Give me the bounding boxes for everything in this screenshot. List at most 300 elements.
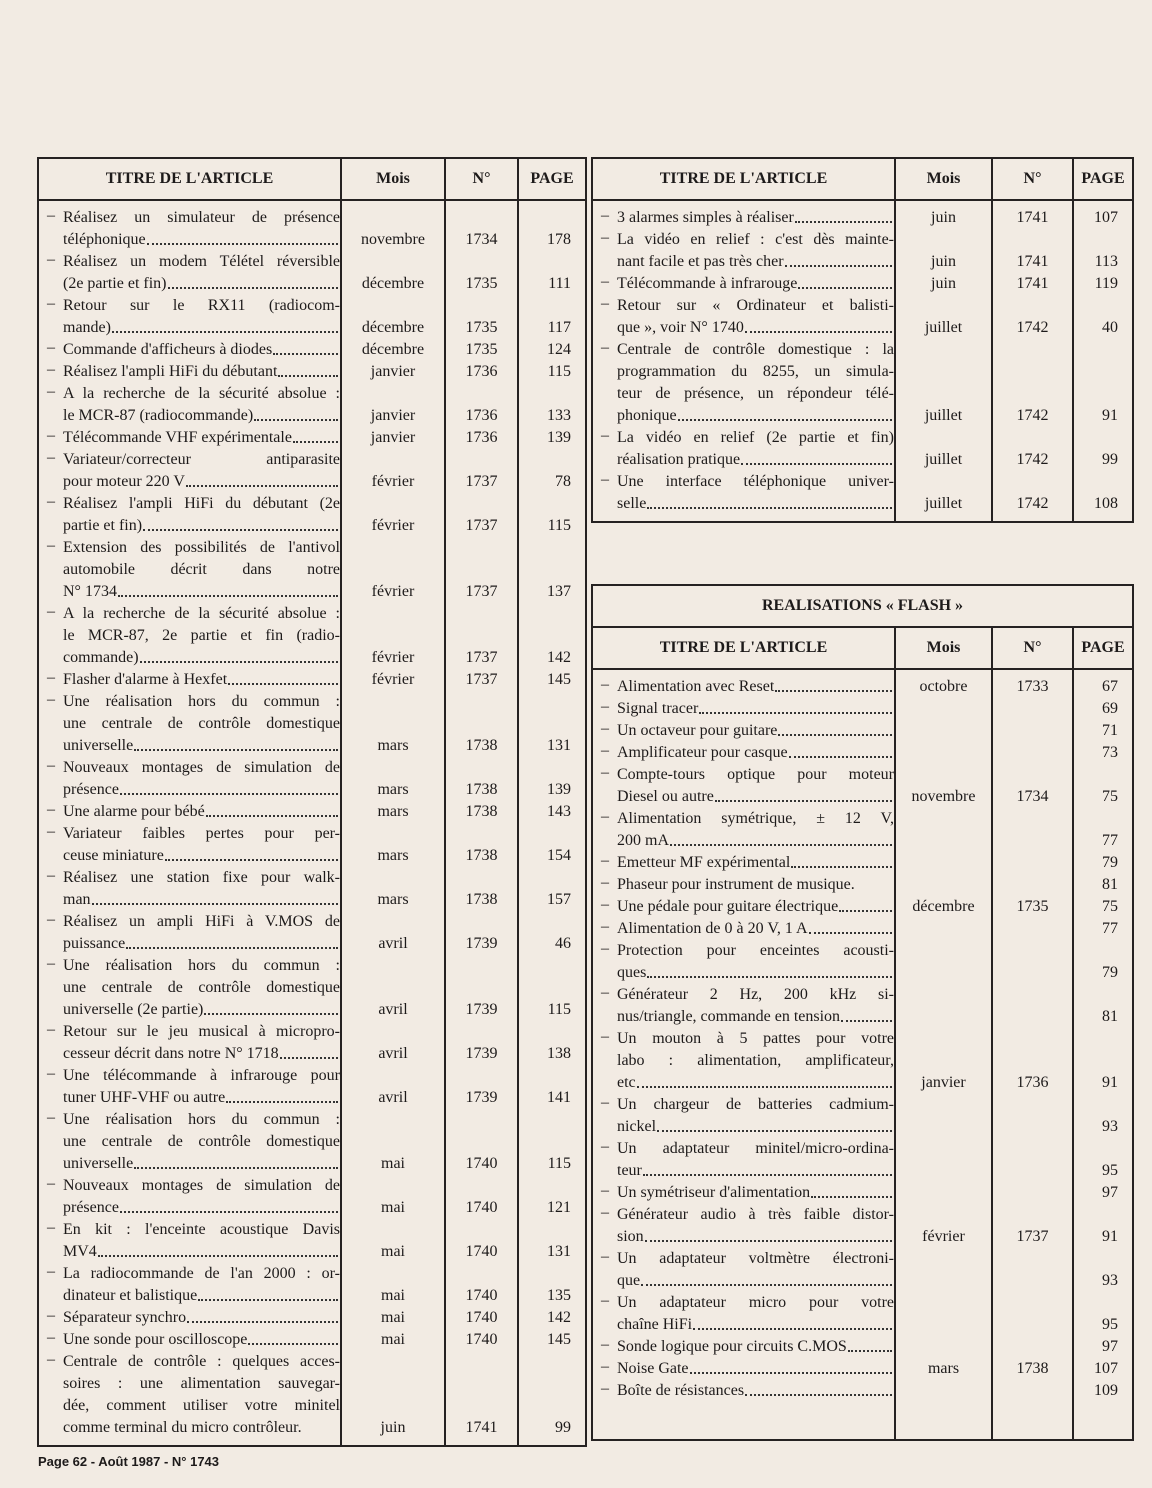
dot-leader: [715, 786, 892, 802]
title-line: [617, 383, 894, 405]
right-index-table: [591, 157, 1134, 523]
page-cell: 115: [547, 517, 571, 534]
article-entry: [593, 896, 894, 918]
article-entry: [593, 852, 894, 874]
spacer: [896, 1028, 991, 1050]
article-entry: [593, 808, 894, 852]
title-line: [63, 713, 340, 735]
issue-number-cell: 1737: [465, 583, 498, 600]
title-line-text: 200 mA: [617, 832, 669, 849]
month-cell: juillet: [924, 495, 963, 512]
no-column: [992, 669, 1073, 1440]
page-cell: 121: [547, 1199, 571, 1216]
title-line: [63, 845, 340, 867]
title-line-text: Variateur/correcteur antiparasite: [63, 451, 340, 468]
list-dash: –: [601, 1336, 609, 1353]
spacer: [1074, 808, 1132, 830]
title-line: [617, 1182, 894, 1204]
article-title: [63, 1263, 340, 1307]
title-line-text: Phaseur pour instrument de musique.: [617, 876, 855, 893]
title-line: [63, 999, 340, 1021]
spacer: [1074, 383, 1132, 405]
title-line: [63, 1021, 340, 1043]
spacer: [446, 977, 517, 999]
list-dash: –: [601, 1182, 609, 1199]
article-entry: [593, 918, 894, 940]
spacer: [519, 493, 585, 515]
spacer: [342, 1131, 444, 1153]
spacer: [519, 1351, 585, 1373]
title-line: [617, 1072, 894, 1094]
title-line: [617, 984, 894, 1006]
dot-leader: [280, 1043, 338, 1059]
dot-leader: [741, 449, 892, 465]
title-line-text: une centrale de contrôle domestique: [63, 979, 340, 996]
month-cell: [896, 1314, 991, 1336]
article-title: [617, 273, 894, 295]
month-cell: mars: [377, 891, 409, 908]
issue-number-cell: 1736: [465, 407, 498, 424]
article-entry: [39, 1065, 340, 1109]
title-line-text: A la recherche de la sécurité absolue :: [63, 385, 340, 402]
title-line: [617, 229, 894, 251]
page-cell: 124: [547, 341, 571, 358]
title-line-text: Télécommande à infrarouge: [617, 275, 798, 292]
title-line-text: partie et fin): [63, 517, 143, 534]
issue-number-cell: 1736: [465, 363, 498, 380]
list-dash: –: [47, 1263, 55, 1280]
spacer: [896, 940, 991, 962]
issue-number-cell: 1739: [465, 1045, 498, 1062]
title-line: [617, 1006, 894, 1028]
spacer: [519, 207, 585, 229]
title-line: [617, 698, 894, 720]
article-entry: [593, 273, 894, 295]
title-line-text: Une réalisation hors du commun :: [63, 957, 340, 974]
title-line: [63, 229, 340, 251]
header-no: N°: [992, 627, 1073, 669]
article-title: [617, 852, 894, 874]
month-cell: [896, 874, 991, 896]
article-entry: [39, 493, 340, 537]
issue-number-cell: 1740: [465, 1199, 498, 1216]
title-line: [617, 449, 894, 471]
header-title: TITRE DE L'ARTICLE: [592, 158, 895, 200]
dot-leader: [134, 735, 338, 751]
article-entry: [39, 603, 340, 669]
month-cell: janvier: [370, 429, 416, 446]
flash-table-title: REALISATIONS « FLASH »: [592, 585, 1133, 627]
page-cell: 73: [1102, 744, 1119, 761]
header-page: PAGE: [1073, 158, 1133, 200]
month-cell: [896, 918, 991, 940]
article-title: [63, 493, 340, 537]
article-entry: [39, 361, 340, 383]
title-line-text: teur de présence, un répondeur télé-: [617, 385, 894, 402]
month-cell: [896, 962, 991, 984]
spacer: [342, 911, 444, 933]
title-line-text: Amplificateur pour casque: [617, 744, 788, 761]
month-cell: décembre: [912, 898, 975, 915]
article-title: [617, 742, 894, 764]
flash-table: [591, 584, 1134, 1441]
page-cell: 95: [1102, 1316, 1119, 1333]
spacer: [1074, 427, 1132, 449]
title-line: [63, 757, 340, 779]
title-line-text: nant facile et pas très cher: [617, 253, 784, 270]
article-entry: [593, 1182, 894, 1204]
title-line: [617, 317, 894, 339]
title-line-text: sion: [617, 1228, 644, 1245]
spacer: [993, 1138, 1072, 1160]
article-title: [617, 1094, 894, 1138]
title-line: [617, 896, 894, 918]
article-entry: [39, 1307, 340, 1329]
title-line-text: etc: [617, 1074, 636, 1091]
list-dash: –: [47, 1021, 55, 1038]
spacer: [993, 1028, 1072, 1050]
article-entry: [593, 295, 894, 339]
article-entry: [593, 1292, 894, 1336]
dot-leader: [254, 405, 338, 421]
title-line-text: Nouveaux montages de simulation de: [63, 1177, 340, 1194]
article-title: [63, 383, 340, 427]
title-line: [617, 1248, 894, 1270]
page-cell: 109: [1094, 1382, 1119, 1399]
spacer: [519, 1131, 585, 1153]
issue-number-cell: [993, 1380, 1072, 1402]
title-line-text: Une réalisation hors du commun :: [63, 1111, 340, 1128]
title-line: [63, 1065, 340, 1087]
title-line-text: Retour sur le RX11 (radiocom-: [63, 297, 340, 314]
article-entry: [39, 1351, 340, 1439]
title-line: [617, 1226, 894, 1248]
spacer: [342, 603, 444, 625]
title-line-text: Centrale de contrôle domestique : la: [617, 341, 894, 358]
dot-leader: [699, 698, 892, 714]
list-dash: –: [601, 1380, 609, 1397]
list-dash: –: [601, 339, 609, 356]
page-cell: 131: [547, 1243, 571, 1260]
issue-number-cell: [993, 1314, 1072, 1336]
title-line: [63, 1175, 340, 1197]
list-dash: –: [47, 911, 55, 928]
mois-column: [895, 669, 992, 1440]
page-cell: 79: [1102, 854, 1119, 871]
page-cell: 113: [1094, 253, 1118, 270]
month-cell: mai: [381, 1309, 405, 1326]
spacer: [446, 1219, 517, 1241]
spacer: [519, 691, 585, 713]
list-dash: –: [47, 361, 55, 378]
mois-column: [895, 200, 992, 522]
title-line-text: présence: [63, 781, 119, 798]
month-cell: mai: [381, 1199, 405, 1216]
month-cell: [896, 1006, 991, 1028]
month-cell: décembre: [361, 275, 425, 292]
dot-leader: [690, 1358, 892, 1374]
spacer: [446, 625, 517, 647]
list-dash: –: [601, 273, 609, 290]
title-line-text: Signal tracer: [617, 700, 699, 717]
title-line-text: nickel: [617, 1118, 657, 1135]
spacer: [519, 1395, 585, 1417]
spacer: [342, 1395, 444, 1417]
page-cell: 141: [547, 1089, 571, 1106]
dot-leader: [140, 647, 338, 663]
list-dash: –: [601, 1248, 609, 1265]
title-column: [38, 200, 341, 1446]
spacer: [342, 1021, 444, 1043]
article-entry: [39, 251, 340, 295]
title-line-text: soires : une alimentation sauvegar-: [63, 1375, 340, 1392]
title-line: [63, 735, 340, 757]
spacer: [993, 427, 1072, 449]
page-footer: Page 62 - Août 1987 - N° 1743: [38, 1454, 220, 1469]
page-cell: 40: [1102, 319, 1118, 336]
month-cell: janvier: [370, 363, 416, 380]
spacer: [342, 977, 444, 999]
title-line-text: Un adaptateur micro pour votre: [617, 1294, 894, 1311]
title-line: [63, 1219, 340, 1241]
spacer: [993, 940, 1072, 962]
spacer: [342, 493, 444, 515]
title-line: [63, 317, 340, 339]
spacer: [519, 1175, 585, 1197]
spacer: [519, 867, 585, 889]
title-line: [617, 493, 894, 515]
page-cell: 99: [555, 1419, 571, 1436]
title-line: [63, 801, 340, 823]
title-line-text: phonique: [617, 407, 677, 424]
page-cell: 91: [1102, 407, 1118, 424]
article-entry: [593, 1380, 894, 1402]
spacer: [993, 339, 1072, 361]
spacer: [993, 229, 1072, 251]
month-cell: [896, 852, 991, 874]
title-line-text: présence: [63, 1199, 119, 1216]
issue-number-cell: 1735: [465, 319, 498, 336]
issue-number-cell: 1738: [465, 803, 498, 820]
issue-number-cell: 1740: [465, 1155, 498, 1172]
spacer: [446, 691, 517, 713]
month-cell: [896, 830, 991, 852]
page-cell: 95: [1102, 1162, 1119, 1179]
spacer: [446, 449, 517, 471]
article-title: [63, 1351, 340, 1439]
month-cell: mars: [927, 1360, 960, 1377]
list-dash: –: [47, 757, 55, 774]
title-line: [63, 493, 340, 515]
title-line: [63, 1285, 340, 1307]
title-line: [617, 471, 894, 493]
dot-leader: [204, 999, 338, 1015]
article-title: [617, 339, 894, 427]
month-cell: décembre: [361, 319, 425, 336]
issue-number-cell: 1742: [1016, 407, 1049, 424]
spacer: [342, 1351, 444, 1373]
issue-number-cell: [993, 874, 1072, 896]
title-line: [63, 823, 340, 845]
article-title: [617, 984, 894, 1028]
spacer: [342, 757, 444, 779]
title-line: [63, 691, 340, 713]
title-line-text: Une pédale pour guitare électrique: [617, 898, 839, 915]
issue-number-cell: 1738: [1016, 1360, 1049, 1377]
month-cell: novembre: [911, 788, 976, 805]
issue-number-cell: [993, 1160, 1072, 1182]
list-dash: –: [47, 295, 55, 312]
spacer: [993, 1094, 1072, 1116]
month-cell: mars: [377, 847, 409, 864]
title-line-text: Alimentation de 0 à 20 V, 1 A: [617, 920, 808, 937]
title-line: [63, 889, 340, 911]
dot-leader: [168, 273, 339, 289]
title-line-text: une centrale de contrôle domestique: [63, 715, 340, 732]
spacer: [519, 911, 585, 933]
title-line-text: Une alarme pour bébé: [63, 803, 205, 820]
title-line: [63, 647, 340, 669]
article-entry: [39, 295, 340, 339]
issue-number-cell: 1741: [1016, 209, 1049, 226]
issue-number-cell: 1742: [1016, 319, 1049, 336]
title-line: [63, 603, 340, 625]
spacer: [446, 537, 517, 559]
dot-leader: [186, 471, 338, 487]
title-line-text: le MCR-87 (radiocommande): [63, 407, 254, 424]
page-cell: 75: [1102, 898, 1119, 915]
page-cell: 143: [547, 803, 571, 820]
dot-leader: [187, 1307, 338, 1323]
article-entry: [593, 471, 894, 515]
list-dash: –: [601, 1138, 609, 1155]
month-cell: juin: [380, 1419, 406, 1436]
month-cell: janvier: [921, 1074, 966, 1091]
article-entry: [39, 339, 340, 361]
title-line-text: que: [617, 1272, 641, 1289]
article-entry: [593, 940, 894, 984]
month-cell: avril: [378, 1045, 408, 1062]
spacer: [1074, 229, 1132, 251]
spacer: [896, 229, 991, 251]
title-line: [63, 933, 340, 955]
no-column: [992, 200, 1073, 522]
article-entry: [39, 757, 340, 801]
title-line: [617, 1138, 894, 1160]
title-line-text: Retour sur le jeu musical à micropro-: [63, 1023, 340, 1040]
article-title: [63, 1175, 340, 1219]
month-cell: [896, 1160, 991, 1182]
title-line: [617, 676, 894, 698]
title-line-text: (2e partie et fin): [63, 275, 167, 292]
title-line-text: mande): [63, 319, 111, 336]
month-cell: février: [371, 583, 415, 600]
spacer: [1074, 984, 1132, 1006]
spacer: [519, 295, 585, 317]
no-column: [445, 200, 518, 1446]
spacer: [446, 1065, 517, 1087]
issue-number-cell: 1741: [1016, 253, 1049, 270]
page-cell: 97: [1102, 1184, 1119, 1201]
spacer: [342, 207, 444, 229]
list-dash: –: [601, 1358, 609, 1375]
header-mois: Mois: [895, 627, 992, 669]
spacer: [342, 823, 444, 845]
issue-number-cell: 1736: [465, 429, 498, 446]
article-title: [617, 940, 894, 984]
page-cell: 157: [547, 891, 571, 908]
list-dash: –: [47, 339, 55, 356]
article-title: [617, 874, 894, 896]
spacer: [446, 295, 517, 317]
title-line-text: chaîne HiFi: [617, 1316, 693, 1333]
article-title: [63, 1307, 340, 1329]
header-title: TITRE DE L'ARTICLE: [38, 158, 341, 200]
list-dash: –: [601, 874, 609, 891]
spacer: [993, 361, 1072, 383]
page-cell: 93: [1102, 1272, 1119, 1289]
spacer: [446, 757, 517, 779]
title-line-text: automobile décrit dans notre: [63, 561, 340, 578]
title-line: [63, 1395, 340, 1417]
month-cell: [896, 742, 991, 764]
title-line: [617, 1028, 894, 1050]
spacer: [1074, 940, 1132, 962]
spacer: [446, 1263, 517, 1285]
spacer: [446, 1021, 517, 1043]
dot-leader: [637, 1072, 892, 1088]
page-cell: 145: [547, 1331, 571, 1348]
page-cell: 111: [548, 275, 571, 292]
title-line: [617, 207, 894, 229]
list-dash: –: [47, 207, 55, 224]
title-line-text: Réalisez un modem Télétel réversible: [63, 253, 340, 270]
list-dash: –: [47, 383, 55, 400]
article-title: [617, 896, 894, 918]
month-cell: [896, 1182, 991, 1204]
spacer: [519, 713, 585, 735]
article-title: [617, 1248, 894, 1292]
issue-number-cell: 1737: [465, 671, 498, 688]
spacer: [342, 955, 444, 977]
article-title: [63, 1065, 340, 1109]
article-title: [63, 955, 340, 1021]
spacer: [896, 1094, 991, 1116]
title-line-text: commande): [63, 649, 139, 666]
article-entry: [39, 801, 340, 823]
spacer: [446, 1131, 517, 1153]
title-line: [617, 1160, 894, 1182]
month-cell: février: [371, 671, 415, 688]
title-line: [63, 405, 340, 427]
title-line-text: Un adaptateur voltmètre électroni-: [617, 1250, 894, 1267]
page-cell: 107: [1094, 209, 1118, 226]
article-title: [617, 1380, 894, 1402]
title-line-text: Télécommande VHF expérimentale: [63, 429, 292, 446]
title-line-text: MV4: [63, 1243, 97, 1260]
spacer: [446, 207, 517, 229]
article-entry: [593, 207, 894, 229]
title-line: [63, 361, 340, 383]
dot-leader: [791, 852, 892, 868]
list-dash: –: [601, 742, 609, 759]
issue-number-cell: 1739: [465, 1001, 498, 1018]
title-line-text: A la recherche de la sécurité absolue :: [63, 605, 340, 622]
spacer: [519, 1219, 585, 1241]
article-entry: [39, 1219, 340, 1263]
title-line-text: Un chargeur de batteries cadmium-: [617, 1096, 894, 1113]
spacer: [446, 867, 517, 889]
